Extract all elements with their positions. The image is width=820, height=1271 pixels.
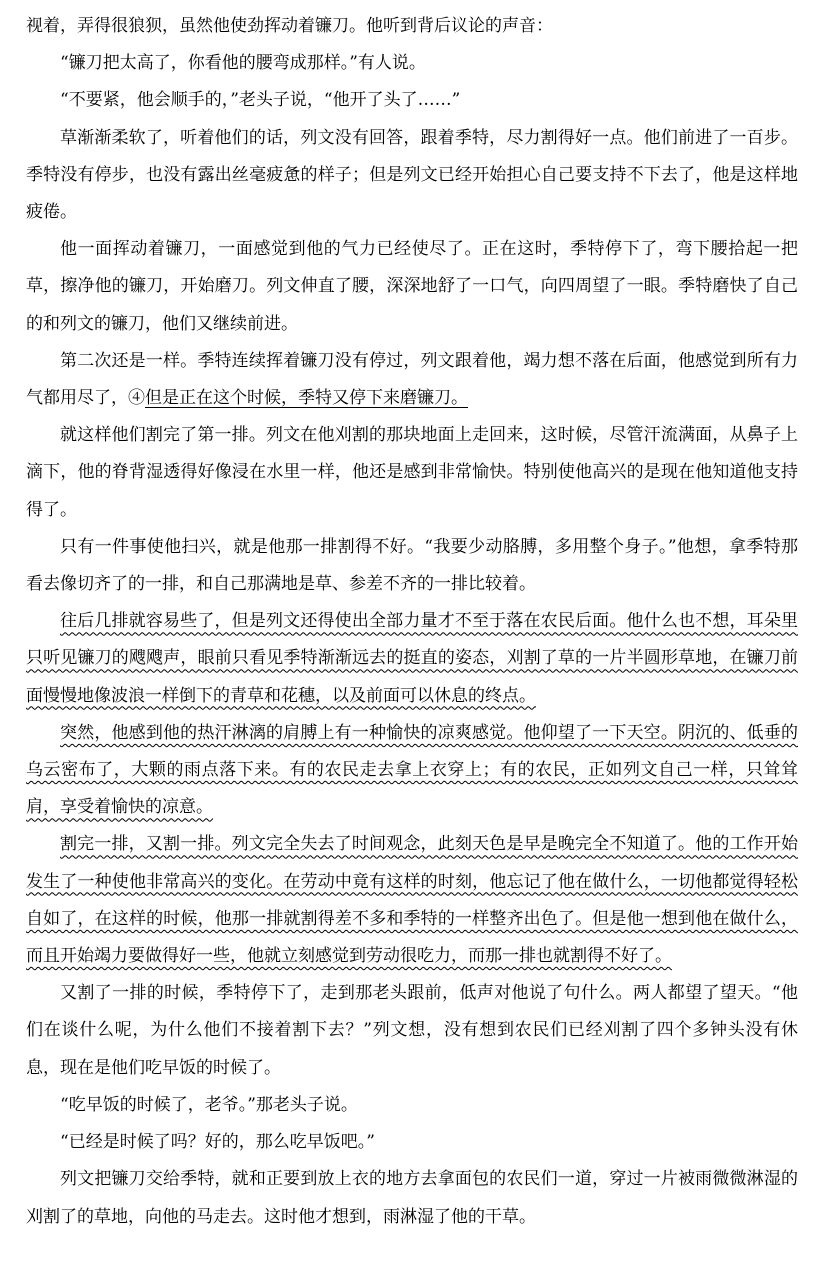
wavy-underlined-text: 突然，他感到他的热汗淋漓的肩膊上有一种愉快的凉爽感觉。他仰望了一下天空。阴沉的、低垂的乌云密布了，大颗的雨点落下来。有的农民走去拿上衣穿上；有的农民，正如列文自己一样，只耸耸肩，享受着愉快的凉意。 — [26, 722, 798, 818]
document-body — [26, 8, 798, 1236]
paragraph-text: “吃早饭的时候了，老爷。”那老头子说。 — [60, 1094, 358, 1115]
paragraph-text: 视着，弄得很狼狈，虽然他使劲挥动着镰刀。他听到背后议论的声音： — [26, 16, 553, 36]
paragraph-p2 — [26, 45, 798, 82]
paragraph-text: 只有一件事使他扫兴，就是他那一排割得不好。“我要少动胳膊，多用整个身子。”他想，拿季特那看去像切齐了的一排，和自己那满地是草、参差不齐的一排比较着。 — [26, 536, 798, 595]
wavy-underlined-text: 往后几排就容易些了，但是列文还得使出全部力量才不至于落在农民后面。他什么也不想，耳朵里只听见镰刀的飕飕声，眼前只看见季特渐渐远去的挺直的姿态，刈割了草的一片半圆形草地，在镰刀前面慢慢地像波浪一样倒下的青草和花穗，以及前面可以休息的终点。 — [26, 611, 798, 706]
paragraph-p1 — [26, 8, 798, 45]
paragraph-text: “不要紧，他会顺手的，”老头子说，“他开了头了……” — [60, 90, 461, 111]
paragraph-text: 列文把镰刀交给季特，就和正要到放上衣的地方去拿面包的农民们一道，穿过一片被雨微微淋湿的刈割了的草地，向他的马走去。这时他才想到，雨淋湿了他的干草。 — [26, 1169, 798, 1227]
paragraph-p8 — [26, 529, 798, 603]
paragraph-p9 — [26, 603, 798, 715]
paragraph-text: 草渐渐柔软了，听着他们的话，列文没有回答，跟着季特，尽力割得好一点。他们前进了一百步。季特没有停步，也没有露出丝毫疲惫的样子；但是列文已经开始担心自己要支持不下去了，他是这样地疲倦。 — [26, 127, 798, 223]
paragraph-text: 他一面挥动着镰刀，一面感觉到他的气力已经使尽了。正在这时，季特停下了，弯下腰拾起一把草，擦净他的镰刀，开始磨刀。列文伸直了腰，深深地舒了一口气，向四周望了一眼。季特磨快了自己的和列文的镰刀，他们又继续前进。 — [26, 239, 798, 334]
underlined-text: 但是正在这个时候，季特又停下来磨镰刀。 — [145, 388, 468, 409]
paragraph-p5 — [26, 231, 798, 343]
paragraph-p13 — [26, 1087, 798, 1124]
wavy-underlined-text: 割完一排，又割一排。列文完全失去了时间观念，此刻天色是早是晚完全不知道了。他的工作开始发生了一种使他非常高兴的变化。在劳动中竟有这样的时刻，他忘记了他在做什么，一切他都觉得轻松自如了，在这样的时候，他那一排就割得差不多和季特的一样整齐出色了。但是他一想到他在做什么，而且开始竭力要做得好一些，他就立刻感觉到劳动很吃力，而那一排也就割得不好了。 — [26, 834, 798, 967]
paragraph-p15 — [26, 1161, 798, 1235]
paragraph-text: 第二次还是一样。季特连续挥着镰刀没有停过，列文跟着他，竭力想不落在后面，他感觉到所有力气都用尽了，④ — [26, 350, 798, 409]
paragraph-text: 又割了一排的时候，季特停下了，走到那老头跟前，低声对他说了句什么。两人都望了望天。“他们在谈什么呢，为什么他们不接着割下去？”列文想，没有想到农民们已经刈割了四个多钟头没有休息，现在是他们吃早饭的时候了。 — [26, 983, 798, 1078]
paragraph-p14 — [26, 1124, 798, 1161]
paragraph-p11 — [26, 826, 798, 975]
paragraph-p7 — [26, 417, 798, 529]
paragraph-p6 — [26, 343, 798, 417]
paragraph-p12 — [26, 975, 798, 1087]
paragraph-p10 — [26, 715, 798, 827]
paragraph-p3 — [26, 82, 798, 119]
paragraph-p4 — [26, 120, 798, 232]
paragraph-text: “镰刀把太高了，你看他的腰弯成那样。”有人说。 — [60, 53, 426, 74]
paragraph-text: “已经是时候了吗？好的，那么吃早饭吧。” — [60, 1132, 375, 1153]
paragraph-text: 就这样他们割完了第一排。列文在他刈割的那块地面上走回来，这时候，尽管汗流满面，从鼻子上滴下，他的脊背湿透得好像浸在水里一样，他还是感到非常愉快。特别使他高兴的是现在他知道他支持得了。 — [26, 425, 798, 520]
